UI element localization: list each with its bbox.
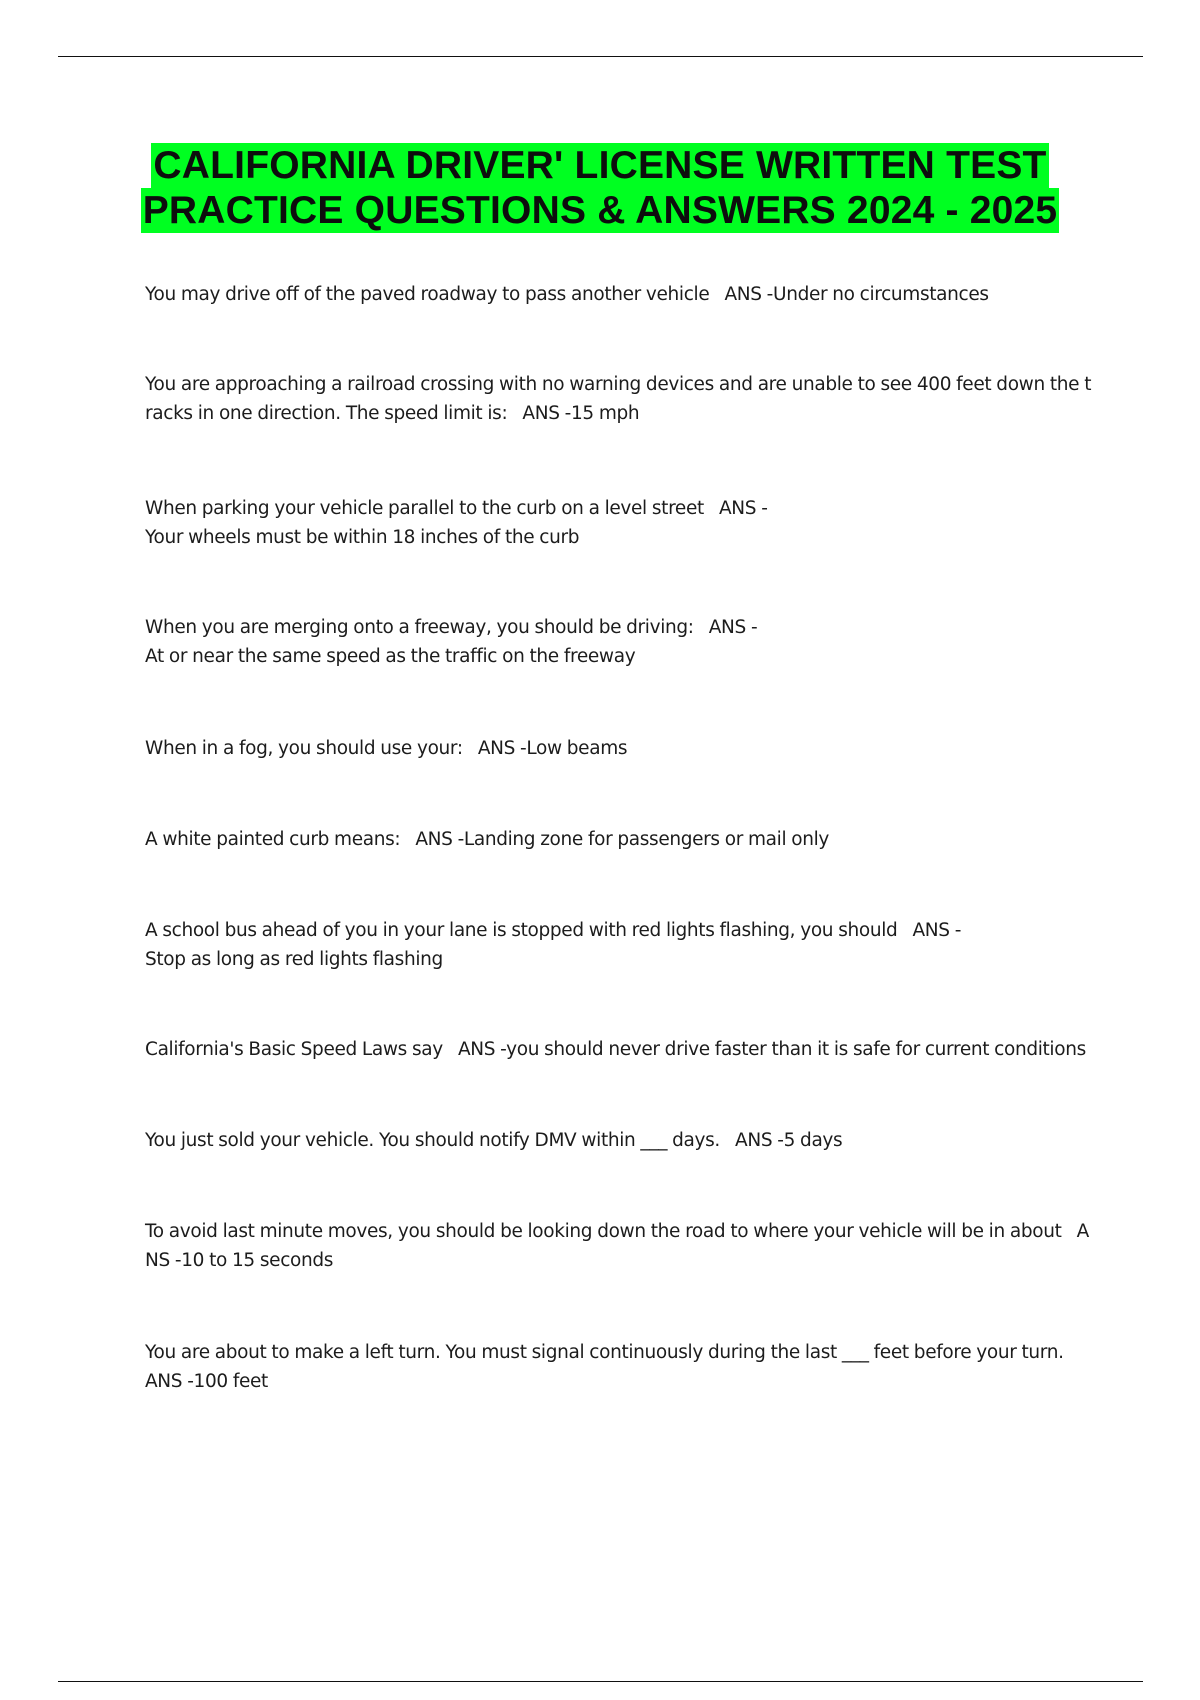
qa-item bbox=[145, 1126, 1095, 1155]
qa-item bbox=[145, 280, 1095, 309]
qa-item bbox=[145, 1338, 1095, 1396]
qa-line: When in a fog, you should use your: ANS -Low beams bbox=[145, 738, 628, 759]
qa-line: A school bus ahead of you in your lane is stopped with red lights flashing, you should ANS - bbox=[145, 920, 962, 941]
qa-item bbox=[145, 494, 1095, 552]
qa-line: You may drive off of the paved roadway to pass another vehicle ANS -Under no circumstances bbox=[145, 284, 989, 305]
bottom-rule bbox=[58, 1681, 1143, 1682]
qa-line: racks in one direction. The speed limit is: ANS -15 mph bbox=[145, 403, 640, 424]
title-line-2: PRACTICE QUESTIONS & ANSWERS 2024 - 2025 bbox=[142, 189, 1058, 232]
qa-line: Your wheels must be within 18 inches of the curb bbox=[145, 527, 580, 548]
qa-line: You are about to make a left turn. You must signal continuously during the last ___ feet before your turn. bbox=[145, 1342, 1064, 1363]
qa-line: NS -10 to 15 seconds bbox=[145, 1250, 334, 1271]
qa-line: At or near the same speed as the traffic on the freeway bbox=[145, 646, 636, 667]
top-rule bbox=[58, 56, 1143, 57]
title-line-1: CALIFORNIA DRIVER' LICENSE WRITTEN TEST bbox=[153, 144, 1047, 187]
qa-line: A white painted curb means: ANS -Landing zone for passengers or mail only bbox=[145, 829, 830, 850]
document-title bbox=[0, 143, 1200, 233]
qa-line: You are approaching a railroad crossing with no warning devices and are unable to see 400 feet down the t bbox=[145, 374, 1092, 395]
qa-item bbox=[145, 825, 1095, 854]
qa-line: When parking your vehicle parallel to the curb on a level street ANS - bbox=[145, 498, 768, 519]
qa-item bbox=[145, 1217, 1095, 1275]
qa-line: When you are merging onto a freeway, you should be driving: ANS - bbox=[145, 617, 758, 638]
qa-line: You just sold your vehicle. You should notify DMV within ___ days. ANS -5 days bbox=[145, 1130, 843, 1151]
qa-line: Stop as long as red lights flashing bbox=[145, 949, 443, 970]
qa-line: California's Basic Speed Laws say ANS -you should never drive faster than it is safe for current conditions bbox=[145, 1039, 1086, 1060]
qa-item bbox=[145, 1035, 1095, 1064]
qa-item bbox=[145, 916, 1095, 974]
qa-line: To avoid last minute moves, you should be looking down the road to where your vehicle will be in about A bbox=[145, 1221, 1089, 1242]
qa-item bbox=[145, 613, 1095, 671]
qa-item bbox=[145, 370, 1095, 428]
qa-line: ANS -100 feet bbox=[145, 1371, 268, 1392]
qa-item bbox=[145, 734, 1095, 763]
